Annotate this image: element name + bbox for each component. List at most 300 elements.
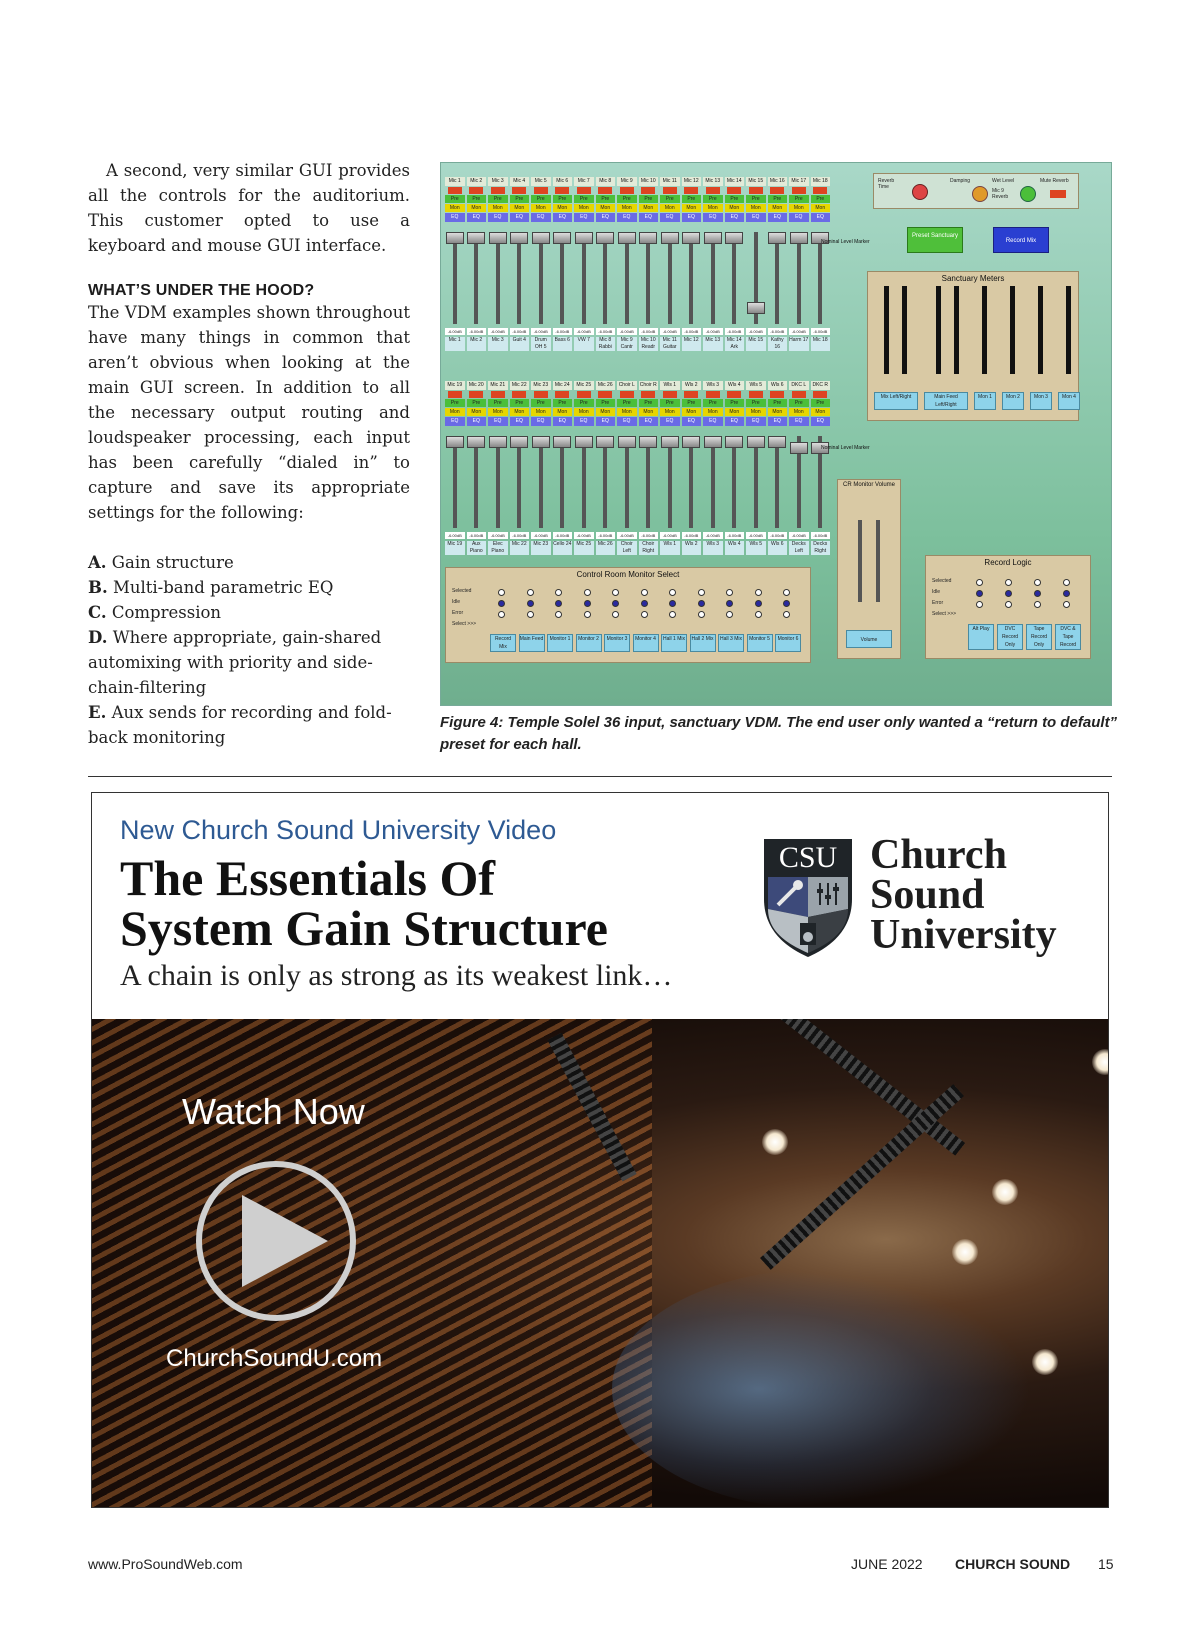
pre-button[interactable]: Pre xyxy=(811,195,831,203)
mute-button[interactable] xyxy=(727,187,741,194)
mute-button[interactable] xyxy=(727,391,741,398)
eq-button[interactable]: EQ xyxy=(531,417,551,426)
record-mode-button[interactable]: Tape Record Only xyxy=(1026,624,1052,650)
mute-button[interactable] xyxy=(792,187,806,194)
mute-button[interactable] xyxy=(448,187,462,194)
fader-track[interactable] xyxy=(689,232,693,324)
fader-track[interactable] xyxy=(797,232,801,324)
monitor-select-button[interactable]: Monitor 4 xyxy=(633,634,659,652)
fader-track[interactable] xyxy=(754,232,758,324)
eq-button[interactable]: EQ xyxy=(574,417,594,426)
mute-reverb-button[interactable] xyxy=(1050,190,1066,198)
meter-button[interactable]: Mon 4 xyxy=(1058,392,1080,410)
fader-track[interactable] xyxy=(689,436,693,528)
mute-button[interactable] xyxy=(598,391,612,398)
meter-button[interactable]: Main Feed Left/Right xyxy=(924,392,968,410)
fader-cap[interactable] xyxy=(532,232,550,244)
eq-button[interactable]: EQ xyxy=(553,213,573,222)
mute-button[interactable] xyxy=(813,187,827,194)
channel-strip xyxy=(639,381,659,555)
mute-button[interactable] xyxy=(512,391,526,398)
pre-button[interactable]: Pre xyxy=(789,195,809,203)
fader-cap[interactable] xyxy=(639,232,657,244)
fader-cap[interactable] xyxy=(510,436,528,448)
mon-button[interactable]: Mon xyxy=(660,204,680,212)
channel-strip xyxy=(445,381,465,555)
fader-track[interactable] xyxy=(775,436,779,528)
fader-cap[interactable] xyxy=(704,436,722,448)
status-indicator xyxy=(669,600,676,607)
eq-button[interactable]: EQ xyxy=(467,417,487,426)
mon-button[interactable]: Mon xyxy=(596,408,616,416)
list-item: E. Aux sends for recording and fold-back monitoring xyxy=(88,703,392,747)
fader-cap[interactable] xyxy=(725,232,743,244)
fader-cap[interactable] xyxy=(790,442,808,454)
record-mode-button[interactable]: DVC & Tape Record xyxy=(1055,624,1081,650)
mute-button[interactable] xyxy=(555,187,569,194)
channel-label: Choir R xyxy=(639,382,657,388)
fader-track[interactable] xyxy=(625,436,629,528)
fader-track[interactable] xyxy=(775,232,779,324)
csu-advertisement[interactable] xyxy=(91,792,1109,1508)
eq-button[interactable]: EQ xyxy=(725,417,745,426)
pre-button[interactable]: Pre xyxy=(703,195,723,203)
fader-cap[interactable] xyxy=(768,436,786,448)
fader-cap[interactable] xyxy=(596,436,614,448)
eq-button[interactable]: EQ xyxy=(488,213,508,222)
fader-track[interactable] xyxy=(474,436,478,528)
mon-button[interactable]: Mon xyxy=(510,408,530,416)
monitor-select-button[interactable]: Monitor 5 xyxy=(747,634,773,652)
mon-button[interactable]: Mon xyxy=(682,204,702,212)
channel-name: Bass 6 xyxy=(553,337,573,351)
fader-cap[interactable] xyxy=(747,302,765,314)
fader-track[interactable] xyxy=(797,436,801,528)
fader-track[interactable] xyxy=(539,232,543,324)
monitor-select-button[interactable]: Record Mix xyxy=(490,634,516,652)
mon-button[interactable]: Mon xyxy=(553,204,573,212)
pre-button[interactable]: Pre xyxy=(660,195,680,203)
mon-button[interactable]: Mon xyxy=(488,204,508,212)
pre-button[interactable]: Pre xyxy=(746,195,766,203)
mon-button[interactable]: Mon xyxy=(746,408,766,416)
mute-button[interactable] xyxy=(706,187,720,194)
meter-button[interactable]: Mix Left/Right xyxy=(874,392,918,410)
mon-button[interactable]: Mon xyxy=(660,408,680,416)
channel-label: Mic 24 xyxy=(553,381,573,390)
mon-button[interactable]: Mon xyxy=(703,204,723,212)
pre-button[interactable]: Pre xyxy=(531,195,551,203)
mute-button[interactable] xyxy=(555,391,569,398)
pre-button[interactable]: Pre xyxy=(596,399,616,407)
monitor-select-button[interactable]: Monitor 1 xyxy=(547,634,573,652)
eq-button[interactable]: EQ xyxy=(639,417,659,426)
cr-fader-right[interactable] xyxy=(876,520,880,602)
pre-button[interactable]: Pre xyxy=(531,399,551,407)
status-indicator xyxy=(555,589,562,596)
mute-button[interactable] xyxy=(641,391,655,398)
mute-button[interactable] xyxy=(491,187,505,194)
mute-button[interactable] xyxy=(684,187,698,194)
mon-button[interactable]: Mon xyxy=(574,408,594,416)
fader-cap[interactable] xyxy=(725,436,743,448)
pre-button[interactable]: Pre xyxy=(488,399,508,407)
pre-button[interactable]: Pre xyxy=(682,399,702,407)
lighting-truss xyxy=(760,1084,964,1270)
pre-button[interactable]: Pre xyxy=(617,195,637,203)
eq-button[interactable]: EQ xyxy=(682,417,702,426)
mon-button[interactable]: Mon xyxy=(703,408,723,416)
level-readout: -6.00dB xyxy=(789,532,809,539)
pre-button[interactable]: Pre xyxy=(746,399,766,407)
concert-photo[interactable] xyxy=(92,1019,1109,1508)
status-indicator xyxy=(726,600,733,607)
mon-button[interactable]: Mon xyxy=(639,408,659,416)
eq-button[interactable]: EQ xyxy=(703,417,723,426)
fader-cap[interactable] xyxy=(532,436,550,448)
mute-button[interactable] xyxy=(534,391,548,398)
monitor-select-button[interactable]: Hall 1 Mix xyxy=(661,634,687,652)
fader-cap[interactable] xyxy=(768,232,786,244)
eq-button[interactable]: EQ xyxy=(467,213,487,222)
record-row-label: Idle xyxy=(932,589,941,595)
fader-track[interactable] xyxy=(453,436,457,528)
fader-track[interactable] xyxy=(625,232,629,324)
eq-button[interactable]: EQ xyxy=(768,417,788,426)
cr-monitor-panel xyxy=(837,479,901,659)
mon-button[interactable]: Mon xyxy=(531,408,551,416)
fader-cap[interactable] xyxy=(553,436,571,448)
meter-button[interactable]: Mon 2 xyxy=(1002,392,1024,410)
eq-button[interactable]: EQ xyxy=(488,417,508,426)
mon-button[interactable]: Mon xyxy=(725,408,745,416)
channel-name: Mic 14 Ark xyxy=(725,337,745,351)
status-indicator xyxy=(555,600,562,607)
channel-name: Kathy 16 xyxy=(768,337,788,351)
pre-button[interactable]: Pre xyxy=(660,399,680,407)
fader-track[interactable] xyxy=(668,232,672,324)
level-readout: -6.00dB xyxy=(682,532,702,539)
mon-button[interactable]: Mon xyxy=(746,204,766,212)
mon-button[interactable]: Mon xyxy=(811,204,831,212)
mon-button[interactable]: Mon xyxy=(768,408,788,416)
reverb-knob[interactable] xyxy=(912,184,928,200)
preset-sanctuary-button[interactable]: Preset Sanctuary xyxy=(907,227,963,253)
eq-button[interactable]: EQ xyxy=(510,213,530,222)
pre-button[interactable]: Pre xyxy=(574,399,594,407)
eq-button[interactable]: EQ xyxy=(574,213,594,222)
fader-track[interactable] xyxy=(582,436,586,528)
monitor-select-button[interactable]: Hall 3 Mix xyxy=(718,634,744,652)
mon-button[interactable]: Mon xyxy=(596,204,616,212)
pre-button[interactable]: Pre xyxy=(596,195,616,203)
mute-button[interactable] xyxy=(641,187,655,194)
channel-strip xyxy=(811,381,831,555)
pre-button[interactable]: Pre xyxy=(617,399,637,407)
pre-button[interactable]: Pre xyxy=(510,195,530,203)
mon-button[interactable]: Mon xyxy=(617,204,637,212)
fader-cap[interactable] xyxy=(596,232,614,244)
fader-track[interactable] xyxy=(496,232,500,324)
crms-row-label: Idle xyxy=(452,599,461,605)
pre-button[interactable]: Pre xyxy=(639,399,659,407)
fader-cap[interactable] xyxy=(747,436,765,448)
fader-track[interactable] xyxy=(668,436,672,528)
mon-button[interactable]: Mon xyxy=(531,204,551,212)
mute-button[interactable] xyxy=(749,391,763,398)
channel-strip xyxy=(725,381,745,555)
channel-label: Mic 25 xyxy=(574,381,594,390)
eq-button[interactable]: EQ xyxy=(617,213,637,222)
mute-button[interactable] xyxy=(469,187,483,194)
mute-button[interactable] xyxy=(663,187,677,194)
pre-button[interactable]: Pre xyxy=(703,399,723,407)
level-readout: -6.00dB xyxy=(660,328,680,335)
fader-cap[interactable] xyxy=(467,436,485,448)
channel-strip xyxy=(789,381,809,555)
status-indicator xyxy=(641,611,648,618)
mon-button[interactable]: Mon xyxy=(553,408,573,416)
fader-cap[interactable] xyxy=(446,436,464,448)
pre-button[interactable]: Pre xyxy=(768,195,788,203)
mon-button[interactable]: Mon xyxy=(445,204,465,212)
mute-button[interactable] xyxy=(577,391,591,398)
fader-cap[interactable] xyxy=(790,232,808,244)
eq-button[interactable]: EQ xyxy=(510,417,530,426)
fader-cap[interactable] xyxy=(682,436,700,448)
eq-button[interactable]: EQ xyxy=(445,417,465,426)
footer-page-number: 15 xyxy=(1098,1556,1114,1572)
fader-cap[interactable] xyxy=(446,232,464,244)
pre-button[interactable]: Pre xyxy=(553,195,573,203)
mon-button[interactable]: Mon xyxy=(510,204,530,212)
mon-button[interactable]: Mon xyxy=(725,204,745,212)
fader-cap[interactable] xyxy=(704,232,722,244)
eq-button[interactable]: EQ xyxy=(703,213,723,222)
eq-button[interactable]: EQ xyxy=(811,213,831,222)
pre-button[interactable]: Pre xyxy=(445,399,465,407)
mon-button[interactable]: Mon xyxy=(488,408,508,416)
damping-knob[interactable] xyxy=(972,186,988,202)
eq-button[interactable]: EQ xyxy=(596,417,616,426)
pre-button[interactable]: Pre xyxy=(510,399,530,407)
fader-track[interactable] xyxy=(517,232,521,324)
mute-button[interactable] xyxy=(813,391,827,398)
pre-button[interactable]: Pre xyxy=(811,399,831,407)
eq-button[interactable]: EQ xyxy=(725,213,745,222)
mute-button[interactable] xyxy=(469,391,483,398)
fader-track[interactable] xyxy=(603,436,607,528)
fader-track[interactable] xyxy=(603,232,607,324)
mute-button[interactable] xyxy=(684,391,698,398)
fader-track[interactable] xyxy=(754,436,758,528)
pre-button[interactable]: Pre xyxy=(467,195,487,203)
mute-button[interactable] xyxy=(620,391,634,398)
eq-button[interactable]: EQ xyxy=(617,417,637,426)
fader-cap[interactable] xyxy=(639,436,657,448)
pre-button[interactable]: Pre xyxy=(682,195,702,203)
fader-track[interactable] xyxy=(732,436,736,528)
channel-name: Mic 10 Readr xyxy=(639,337,659,351)
channel-label: Mic 14 xyxy=(725,177,745,186)
level-readout: -6.00dB xyxy=(510,328,530,335)
fader-track[interactable] xyxy=(474,232,478,324)
eq-button[interactable]: EQ xyxy=(682,213,702,222)
mon-button[interactable]: Mon xyxy=(467,204,487,212)
mon-button[interactable]: Mon xyxy=(682,408,702,416)
level-readout: -6.00dB xyxy=(811,328,831,335)
channel-name: Cello 24 xyxy=(553,541,573,555)
mon-button[interactable]: Mon xyxy=(789,204,809,212)
eq-button[interactable]: EQ xyxy=(660,213,680,222)
pre-button[interactable]: Pre xyxy=(467,399,487,407)
mon-button[interactable]: Mon xyxy=(811,408,831,416)
fader-track[interactable] xyxy=(582,232,586,324)
channel-label: DKC L xyxy=(789,381,809,390)
pre-button[interactable]: Pre xyxy=(639,195,659,203)
record-mix-button[interactable]: Record Mix xyxy=(993,227,1049,253)
fader-track[interactable] xyxy=(453,232,457,324)
status-indicator xyxy=(755,611,762,618)
eq-button[interactable]: EQ xyxy=(789,417,809,426)
channel-label: Wls 2 xyxy=(682,381,702,390)
pre-button[interactable]: Pre xyxy=(725,399,745,407)
level-readout: -6.00dB xyxy=(574,532,594,539)
fader-cap[interactable] xyxy=(682,232,700,244)
pre-button[interactable]: Pre xyxy=(553,399,573,407)
record-mode-button[interactable]: DVC Record Only xyxy=(997,624,1023,650)
fader-track[interactable] xyxy=(496,436,500,528)
mon-button[interactable]: Mon xyxy=(617,408,637,416)
eq-button[interactable]: EQ xyxy=(746,213,766,222)
pre-button[interactable]: Pre xyxy=(445,195,465,203)
pre-button[interactable]: Pre xyxy=(768,399,788,407)
fader-track[interactable] xyxy=(646,232,650,324)
meter-button[interactable]: Mon 3 xyxy=(1030,392,1052,410)
channel-label: Mic 15 xyxy=(746,177,766,186)
mic9-reverb-label: Mic 9 Reverb xyxy=(992,188,1009,200)
list-item: A. Gain structure xyxy=(88,553,234,572)
mute-button[interactable] xyxy=(598,187,612,194)
channel-strip xyxy=(746,381,766,555)
mute-button[interactable] xyxy=(749,187,763,194)
pre-button[interactable]: Pre xyxy=(488,195,508,203)
mute-button[interactable] xyxy=(491,391,505,398)
cr-monitor-volume-title: CR Monitor Volume xyxy=(842,482,896,488)
mute-button[interactable] xyxy=(512,187,526,194)
mon-button[interactable]: Mon xyxy=(768,204,788,212)
fader-cap[interactable] xyxy=(575,436,593,448)
csu-shield-logo xyxy=(762,837,854,959)
ad-url[interactable]: ChurchSoundU.com xyxy=(166,1345,383,1372)
figure-caption: Figure 4: Temple Solel 36 input, sanctuary VDM. The end user only wanted a “return to default” preset for each hall. xyxy=(440,714,1118,753)
record-logic-panel xyxy=(925,555,1091,659)
mute-button[interactable] xyxy=(577,187,591,194)
fader-track[interactable] xyxy=(560,232,564,324)
fader-cap[interactable] xyxy=(510,232,528,244)
status-indicator xyxy=(783,611,790,618)
list-item: D. Where appropriate, gain-shared automixing with priority and side-chain-filtering xyxy=(88,628,382,697)
eq-button[interactable]: EQ xyxy=(639,213,659,222)
channel-label: Mic 6 xyxy=(553,177,573,186)
fader-cap[interactable] xyxy=(489,232,507,244)
monitor-select-button[interactable]: Hall 2 Mix xyxy=(690,634,716,652)
fader-track[interactable] xyxy=(711,436,715,528)
cr-fader-left[interactable] xyxy=(858,520,862,602)
wet-level-knob[interactable] xyxy=(1020,186,1036,202)
fader-cap[interactable] xyxy=(467,232,485,244)
mute-button[interactable] xyxy=(792,391,806,398)
stage-light xyxy=(612,1269,1032,1508)
mon-button[interactable]: Mon xyxy=(639,204,659,212)
fader-cap[interactable] xyxy=(575,232,593,244)
mute-button[interactable] xyxy=(448,391,462,398)
eq-button[interactable]: EQ xyxy=(531,213,551,222)
mon-button[interactable]: Mon xyxy=(574,204,594,212)
fader-track[interactable] xyxy=(560,436,564,528)
meter-button[interactable]: Mon 1 xyxy=(974,392,996,410)
ad-title xyxy=(120,850,740,956)
channel-label: Mic 19 xyxy=(445,381,465,390)
fader-track[interactable] xyxy=(517,436,521,528)
fader-cap[interactable] xyxy=(553,232,571,244)
channel-label: Wls 3 xyxy=(703,381,723,390)
mute-button[interactable] xyxy=(770,187,784,194)
mute-button[interactable] xyxy=(706,391,720,398)
pre-button[interactable]: Pre xyxy=(725,195,745,203)
eq-button[interactable]: EQ xyxy=(768,213,788,222)
monitor-select-button[interactable]: Main Feed xyxy=(519,634,545,652)
mon-button[interactable]: Mon xyxy=(467,408,487,416)
eq-button[interactable]: EQ xyxy=(445,213,465,222)
mute-button[interactable] xyxy=(534,187,548,194)
status-indicator xyxy=(498,611,505,618)
eq-button[interactable]: EQ xyxy=(660,417,680,426)
monitor-select-button[interactable]: Monitor 3 xyxy=(604,634,630,652)
fader-track[interactable] xyxy=(646,436,650,528)
eq-button[interactable]: EQ xyxy=(789,213,809,222)
volume-button[interactable]: Volume xyxy=(846,630,892,648)
fader-cap[interactable] xyxy=(618,436,636,448)
monitor-select-button[interactable]: Monitor 6 xyxy=(775,634,801,652)
channel-strip xyxy=(789,177,809,351)
status-indicator xyxy=(698,589,705,596)
eq-button[interactable]: EQ xyxy=(811,417,831,426)
channel-strip xyxy=(510,381,530,555)
mute-button[interactable] xyxy=(620,187,634,194)
fader-track[interactable] xyxy=(732,232,736,324)
fader-track[interactable] xyxy=(711,232,715,324)
fader-cap[interactable] xyxy=(618,232,636,244)
fader-cap[interactable] xyxy=(489,436,507,448)
pre-button[interactable]: Pre xyxy=(574,195,594,203)
fader-track[interactable] xyxy=(539,436,543,528)
record-mode-button[interactable]: Alt Play xyxy=(968,624,994,650)
mute-button[interactable] xyxy=(663,391,677,398)
eq-button[interactable]: EQ xyxy=(596,213,616,222)
eq-button[interactable]: EQ xyxy=(746,417,766,426)
monitor-select-button[interactable]: Monitor 2 xyxy=(576,634,602,652)
mute-button[interactable] xyxy=(770,391,784,398)
eq-button[interactable]: EQ xyxy=(553,417,573,426)
fader-cap[interactable] xyxy=(661,436,679,448)
mon-button[interactable]: Mon xyxy=(789,408,809,416)
ad-title-line-2: System Gain Structure xyxy=(120,900,608,956)
fader-track[interactable] xyxy=(818,232,822,324)
pre-button[interactable]: Pre xyxy=(789,399,809,407)
fader-cap[interactable] xyxy=(661,232,679,244)
mon-button[interactable]: Mon xyxy=(445,408,465,416)
